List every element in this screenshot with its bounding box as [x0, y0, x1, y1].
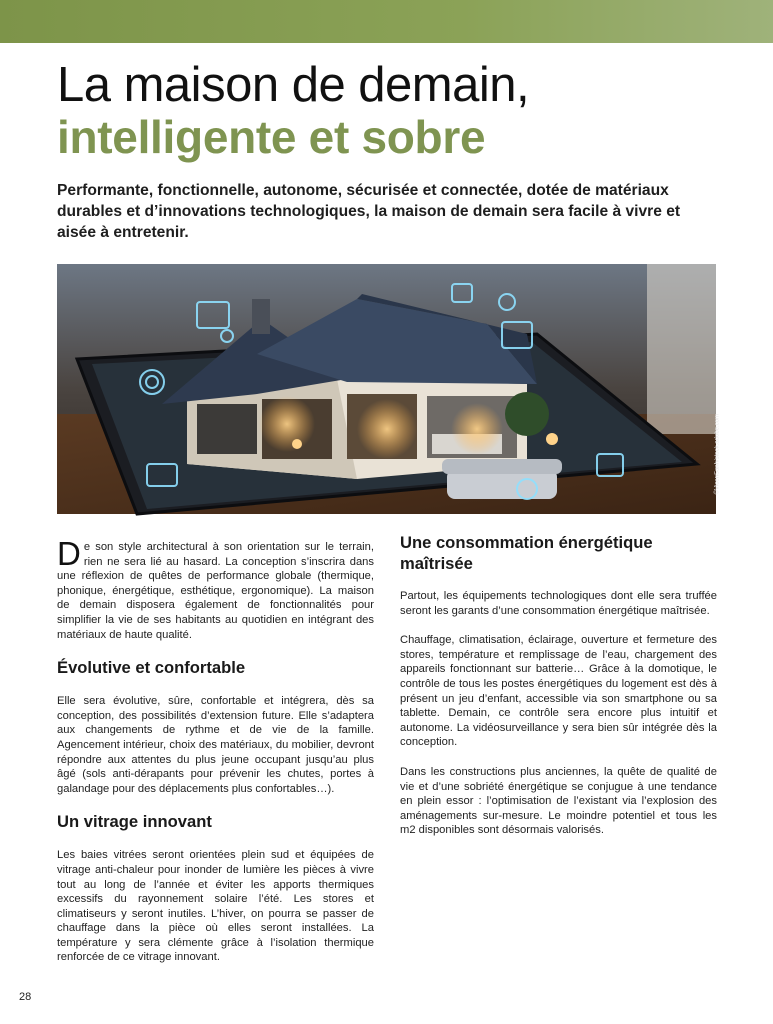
intro-text: e son style architectural à son orientation sur le terrain, rien ne sera lié au hasard. La conception s’inscrira dans une réflexion de quêtes de performance globale (thermique, phonique, énergétique, esthétique, ergonomique). La maison de demain disposera également de fonctionnalités pour simplifier la vie de ses habitants au quotidien en intégrant des matériaux de haute qualité. [57, 541, 374, 641]
page-number: 28 [19, 991, 32, 1003]
header-bar [0, 0, 773, 43]
intro-paragraph [57, 535, 374, 642]
section-text-evolutive: Elle sera évolutive, sûre, confortable et intégrera, dès sa conception, des possibilités d’extension future. Elle s’adaptera aux changements de rythme et de vie de la famille. Agencement intérieur, choix des matériaux, du mobilier, devront répondre aux attentes du plus jeune occupant jusqu’au plus âgé (sols anti-dérapants pour prévenir les chutes, portes à galandage pour des déplacements plus confortables…). [57, 695, 374, 795]
section-title-evolutive: Évolutive et confortable [57, 658, 246, 678]
consommation-paragraph-1: Partout, les équipements technologiques dont elle sera truffée seront les garants d’une consommation énergétique maîtrisée. [400, 590, 717, 617]
smart-house-image [57, 264, 716, 514]
consommation-paragraph-3: Dans les constructions plus anciennes, la quête de qualité de vie et d’une sobriété énergétique se conjugue à une tendance en plein essor : l’optimisation de l’existant via l’explosion des aménagements sur-mesure. Le moindre potentiel et tous les m2 disponibles sont désormais valorisés. [400, 765, 717, 837]
section-title-consommation: Une consommation énergétique maîtrisée [400, 533, 653, 573]
lead-paragraph: Performante, fonctionnelle, autonome, sécurisée et connectée, dotée de matériaux durables et d’innovations technologiques, la maison de demain sera facile à vivre et aisée à entretenir. [57, 182, 681, 241]
consommation-paragraph-2: Chauffage, climatisation, éclairage, ouverture et fermeture des stores, température et remplissage de l’eau, chargement des appareils fonctionnant sur batterie… Grâce à la domotique, le contrôle de tous les postes énergétiques du logement est dès à présent un jeu d’enfant, accessible via son smartphone ou sa tablette. Demain, ce contrôle sera encore plus intuitif et autonome. La vidéosurveillance y sera bien sûr intégrée dès la conception. [400, 634, 717, 749]
section-title-vitrage: Un vitrage innovant [57, 812, 212, 832]
image-credit: ©VicenSanh/stock.adobe.com [714, 414, 720, 495]
section-text-vitrage: Les baies vitrées seront orientées plein sud et équipées de vitrage anti-chaleur pour inonder de lumière les pièces à vivre tout au long de l’année et éviter les apports thermiques excessifs du rayonnement solaire l’été. Les stores et climatiseurs y seront inutiles. L’hiver, on pourra se passer de chauffage dans la pièce où elles seront installées. La température y sera clémente grâce à l’isolation thermique renforcée de ce vitrage innovant. [57, 849, 374, 964]
title-line-2: intelligente et sobre [57, 111, 486, 163]
title-line-1: La maison de demain, [57, 58, 530, 112]
left-column [57, 535, 374, 980]
right-column [400, 532, 717, 853]
smart-house-illustration [57, 264, 720, 514]
drop-cap: D [57, 535, 81, 572]
